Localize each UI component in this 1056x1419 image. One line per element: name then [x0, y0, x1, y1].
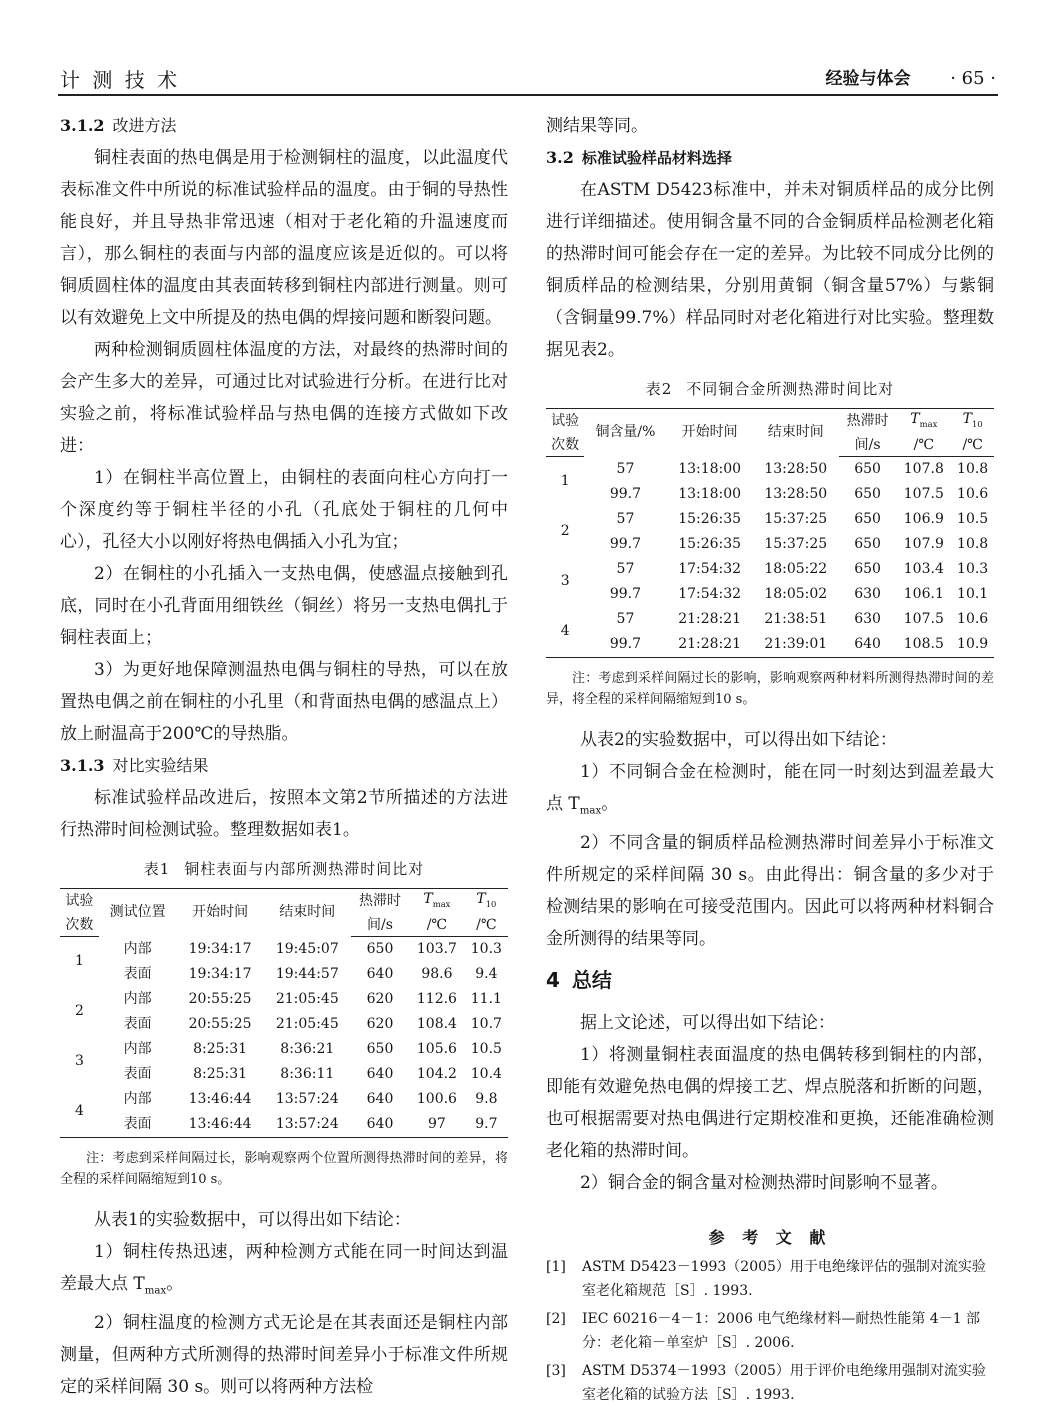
table-cell: 100.6 [416, 1090, 457, 1107]
table-cell: 57 [616, 510, 635, 527]
table-cell: 99.7 [609, 535, 642, 552]
trial-number-cell: 1 [560, 473, 570, 490]
table-cell: 10.4 [470, 1065, 502, 1082]
paragraph: 2）铜合金的铜含量对检测热滞时间影响不显著。 [580, 1173, 948, 1194]
table-cell: 20:55:25 [188, 1015, 252, 1032]
table-cell: 9.8 [475, 1090, 498, 1107]
table-cell: 630 [854, 585, 881, 602]
table-cell: 10.3 [957, 560, 989, 577]
table2: 试验 铜含量/% 开始时间 结束时间 热滞时 $T_{max}$ $T_{10}$ 次数 间/s /℃ /℃ 1 57 13:18:00 13:28:50 650 107.8 10.8 99.7 13:18:00 13:28:50 650 107.5 10.6 2 57 15:26:35 15:37:25 650 106.9 10.5 99.7 15:26:35 15:37:25 650 107.9 10.8 3 57 17:54:32 18:05:22 650 103.4 10.3 99.7 17:54:32 18:05:02 630 106.1 10.1 4 57 21:28:21 21:38:51 630 107.5 10.6 99.7 21:28:21 21:39:01 640 108.5 10.9 [546, 408, 994, 658]
table-cell: 11.1 [470, 990, 502, 1007]
table-cell: 21:28:21 [678, 610, 742, 627]
right-column [546, 110, 994, 1411]
paragraph: 标准试验样品改进后，按照本文第2节所描述的方法进行热滞时间检测试验。整理数据如表1。 [60, 788, 508, 840]
table-cell: 10.5 [957, 510, 989, 527]
table-cell: 15:26:35 [678, 510, 742, 527]
reference-item: [2] IEC 60216－4－1：2006 电气绝缘材料—耐热性能第 4－1 部分：老化箱－单室炉［S］. 2006. [546, 1311, 981, 1352]
page-number: · 65 · [950, 68, 996, 89]
heading-3-1-3: 3.1.3 对比实验结果 [60, 756, 209, 775]
table-cell: 108.5 [903, 635, 944, 652]
table-cell: 21:05:45 [275, 1015, 339, 1032]
table-cell: 99.7 [609, 585, 642, 602]
table-cell: 15:26:35 [678, 535, 742, 552]
table-cell: 107.5 [903, 485, 944, 502]
left-column [60, 110, 508, 1403]
paragraph: 2）铜柱温度的检测方式无论是在其表面还是铜柱内部测量，但两种方式所测得的热滞时间差异小于标准文件所规定的采样间隔 30 s。则可以将两种方法检 [60, 1313, 508, 1398]
table-cell: 98.6 [421, 965, 453, 982]
table-row [546, 507, 994, 532]
table-cell: 15:37:25 [764, 535, 828, 552]
trial-number-cell: 4 [74, 1103, 84, 1120]
table-cell: 21:28:21 [678, 635, 742, 652]
table1-caption: 表1 铜柱表面与内部所测热滞时间比对 [143, 860, 425, 878]
paragraph: 2）不同含量的铜质样品检测热滞时间差异小于标准文件所规定的采样间隔 30 s。由此得出：铜含量的多少对于检测结果的影响在可接受范围内。因此可以将两种材料铜合金所测得的结果等同。 [546, 833, 994, 950]
table-row [60, 1012, 508, 1037]
heading-4: 4 总结 [546, 968, 612, 993]
table-cell: 107.8 [903, 460, 944, 477]
table-cell: 19:34:17 [188, 965, 252, 982]
table-cell: 17:54:32 [678, 560, 742, 577]
references-list [546, 1255, 994, 1407]
paragraph: 在ASTM D5423标准中，并未对铜质样品的成分比例进行详细描述。使用铜含量不同的合金铜质样品检测老化箱的热滞时间可能会存在一定的差异。为比较不同成分比例的铜质样品的检测结果，分别用黄铜（铜含量57%）与紫铜（含铜量99.7%）样品同时对老化箱进行对比实验。整理数据见表2。 [546, 180, 994, 360]
table-cell: 103.7 [416, 940, 457, 957]
paragraph: 2）在铜柱的小孔插入一支热电偶，使感温点接触到孔底，同时在小孔背面用细铁丝（铜丝）将另一支热电偶扎于铜柱表面上； [60, 564, 508, 648]
table-cell: 650 [854, 510, 881, 527]
table-cell: 8:36:21 [280, 1040, 335, 1057]
table-cell: 17:54:32 [678, 585, 742, 602]
trial-number-cell: 1 [74, 953, 84, 970]
table-cell: 650 [366, 940, 394, 957]
references-title: 参 考 文 献 [708, 1228, 832, 1248]
table-cell: 99.7 [609, 485, 642, 502]
table-cell: 99.7 [609, 635, 642, 652]
table1: 试验 测试位置 开始时间 结束时间 热滞时 $T_{max}$ $T_{10}$ 次数 间/s /℃ /℃ 1 内部 19:34:17 19:45:07 650 103.7 10.3 表面 19:34:17 19:44:57 640 98.6 9.4 2 内部 20:55:25 21:05:45 620 112.6 11.1 表面 20:55:25 21:05:45 620 108.4 10.7 3 内部 8:25:31 8:36:21 650 105.6 10.5 表面 8:25:31 8:36:11 640 104.2 10.4 4 内部 13:46:44 13:57:24 640 100.6 9.8 表面 13:46:44 13:57:24 640 97 9.7 [60, 888, 508, 1138]
table-cell: 内部 [123, 940, 152, 957]
paragraph: 1）不同铜合金在检测时，能在同一时刻达到温差最大点 $T_{max}$。 [546, 761, 994, 817]
table-cell: 内部 [123, 1090, 152, 1107]
paragraph: 1）铜柱传热迅速，两种检测方式能在同一时间达到温差最大点 $T_{max}$。 [60, 1241, 508, 1297]
paragraph: 3）为更好地保障测温热电偶与铜柱的导热，可以在放置热电偶之前在铜柱的小孔里（和背面热电偶的感温点上）放上耐温高于200℃的导热脂。 [60, 660, 508, 744]
heading-3-1-2: 3.1.2 改进方法 [60, 116, 177, 135]
table-cell: 112.6 [416, 990, 457, 1007]
table-cell: 650 [854, 535, 881, 552]
table-cell: 10.7 [470, 1015, 502, 1032]
table-cell: 18:05:02 [764, 585, 828, 602]
table-row [546, 607, 994, 632]
table-cell: 13:18:00 [678, 485, 742, 502]
table-cell: 10.3 [470, 940, 502, 957]
table-cell: 13:28:50 [764, 485, 828, 502]
trial-number-cell: 3 [74, 1053, 84, 1070]
table-cell: 10.8 [957, 460, 989, 477]
table-cell: 15:37:25 [764, 510, 828, 527]
paragraph: 铜柱表面的热电偶是用于检测铜柱的温度，以此温度代表标准文件中所说的标准试验样品的温度。由于铜的导热性能良好，并且导热非常迅速（相对于老化箱的升温速度而言），那么铜柱的表面与内部的温度应该是近似的。可以将铜质圆柱体的温度由其表面转移到铜柱内部进行测量。则可以有效避免上文中所提及的热电偶的焊接问题和断裂问题。 [60, 148, 508, 328]
table-cell: 13:46:44 [188, 1090, 252, 1107]
table-cell: 10.8 [957, 535, 989, 552]
table-cell: 650 [366, 1040, 394, 1057]
table-cell: 620 [366, 990, 394, 1007]
table-cell: 8:25:31 [193, 1065, 248, 1082]
paragraph: 1）将测量铜柱表面温度的热电偶转移到铜柱的内部，即能有效避免热电偶的焊接工艺、焊点脱落和折断的问题，也可根据需要对热电偶进行定期校准和更换，还能准确检测老化箱的热滞时间。 [546, 1045, 994, 1162]
table-cell: 106.1 [903, 585, 944, 602]
table-row [546, 532, 994, 557]
paragraph: 两种检测铜质圆柱体温度的方法，对最终的热滞时间的会产生多大的差异，可通过比对试验进行分析。在进行比对实验之前，将标准试验样品与热电偶的连接方式做如下改进： [60, 340, 508, 456]
table-cell: 13:28:50 [764, 460, 828, 477]
table-cell: 8:36:11 [280, 1065, 335, 1082]
table-cell: 640 [366, 1115, 394, 1132]
table-cell: 57 [616, 460, 635, 477]
table-row [60, 1087, 508, 1112]
table-cell: 10.5 [470, 1040, 502, 1057]
table-cell: 105.6 [416, 1040, 457, 1057]
table-cell: 640 [854, 635, 881, 652]
table-cell: 表面 [123, 965, 152, 982]
reference-item: [1] ASTM D5423－1993（2005）用于电绝缘评估的强制对流实验室老化箱规范［S］. 1993. [546, 1259, 986, 1300]
table-cell: 21:39:01 [764, 635, 828, 652]
table-cell: 表面 [123, 1065, 152, 1082]
table-cell: 104.2 [416, 1065, 457, 1082]
table-cell: 20:55:25 [188, 990, 252, 1007]
table-row [60, 987, 508, 1012]
table-cell: 10.9 [957, 635, 989, 652]
table-cell: 内部 [123, 1040, 152, 1057]
paragraph: 从表1的实验数据中，可以得出如下结论： [94, 1209, 411, 1230]
section-name: 经验与体会 [825, 69, 911, 89]
table-row [546, 482, 994, 507]
table-row [60, 936, 508, 962]
table-row [60, 1062, 508, 1087]
table-row [546, 582, 994, 607]
paragraph: 从表2的实验数据中，可以得出如下结论： [580, 729, 897, 750]
table2-caption: 表2 不同铜合金所测热滞时间比对 [645, 380, 895, 398]
table-cell: 640 [366, 1090, 394, 1107]
table-row [546, 557, 994, 582]
heading-3-2: 3.2 标准试验样品材料选择 [546, 148, 732, 167]
table2-note: 注：考虑到采样间隔过长的影响，影响观察两种材料所测得热滞时间的差异，将全程的采样间隔缩短到10 s。 [546, 670, 994, 707]
paragraph: 测结果等同。 [546, 116, 648, 136]
paragraph: 据上文论述，可以得出如下结论： [580, 1013, 835, 1034]
table-cell: 19:44:57 [275, 965, 339, 982]
table1-note: 注：考虑到采样间隔过长，影响观察两个位置所测得热滞时间的差异，将全程的采样间隔缩短到10 s。 [60, 1150, 508, 1187]
table-cell: 640 [366, 1065, 394, 1082]
table-cell: 620 [366, 1015, 394, 1032]
table-cell: 13:57:24 [275, 1115, 339, 1132]
table-cell: 640 [366, 965, 394, 982]
trial-number-cell: 2 [74, 1003, 84, 1020]
table-cell: 57 [616, 560, 635, 577]
table-cell: 19:45:07 [275, 940, 339, 957]
reference-item: [3] ASTM D5374－1993（2005）用于评价电绝缘用强制对流实验室老化箱的试验方法［S］. 1993. [546, 1363, 986, 1404]
table-cell: 内部 [123, 990, 152, 1007]
table-cell: 9.4 [475, 965, 498, 982]
trial-number-cell: 2 [560, 523, 570, 540]
table-cell: 表面 [123, 1115, 152, 1132]
table-cell: 21:38:51 [764, 610, 828, 627]
table-cell: 8:25:31 [193, 1040, 248, 1057]
table-cell: 18:05:22 [764, 560, 828, 577]
trial-number-cell: 3 [560, 573, 570, 590]
table-cell: 13:18:00 [678, 460, 742, 477]
table-cell: 103.4 [903, 560, 944, 577]
table-cell: 650 [854, 485, 881, 502]
table-cell: 108.4 [416, 1015, 457, 1032]
running-header [58, 64, 998, 96]
table-cell: 57 [616, 610, 635, 627]
table-cell: 19:34:17 [188, 940, 252, 957]
table-cell: 650 [854, 460, 881, 477]
table-row [546, 456, 994, 482]
table-cell: 97 [428, 1115, 446, 1132]
table-row [60, 1112, 508, 1138]
table-cell: 650 [854, 560, 881, 577]
table-cell: 107.9 [903, 535, 944, 552]
journal-name: 计 测 技 术 [60, 68, 181, 92]
table-cell: 106.9 [903, 510, 944, 527]
table-row [60, 962, 508, 987]
table-cell: 10.6 [957, 610, 989, 627]
table-row [546, 632, 994, 658]
table-cell: 13:57:24 [275, 1090, 339, 1107]
trial-number-cell: 4 [560, 623, 570, 640]
table-cell: 表面 [123, 1015, 152, 1032]
table-cell: 9.7 [475, 1115, 498, 1132]
paragraph: 1）在铜柱半高位置上，由铜柱的表面向柱心方向打一个深度约等于铜柱半径的小孔（孔底处于铜柱的几何中心），孔径大小以刚好将热电偶插入小孔为宜； [60, 468, 508, 552]
table-cell: 13:46:44 [188, 1115, 252, 1132]
table-cell: 10.1 [957, 585, 989, 602]
table-cell: 630 [854, 610, 881, 627]
table-row [60, 1037, 508, 1062]
header-right [825, 64, 996, 89]
table-cell: 107.5 [903, 610, 944, 627]
table-cell: 21:05:45 [275, 990, 339, 1007]
table-cell: 10.6 [957, 485, 989, 502]
